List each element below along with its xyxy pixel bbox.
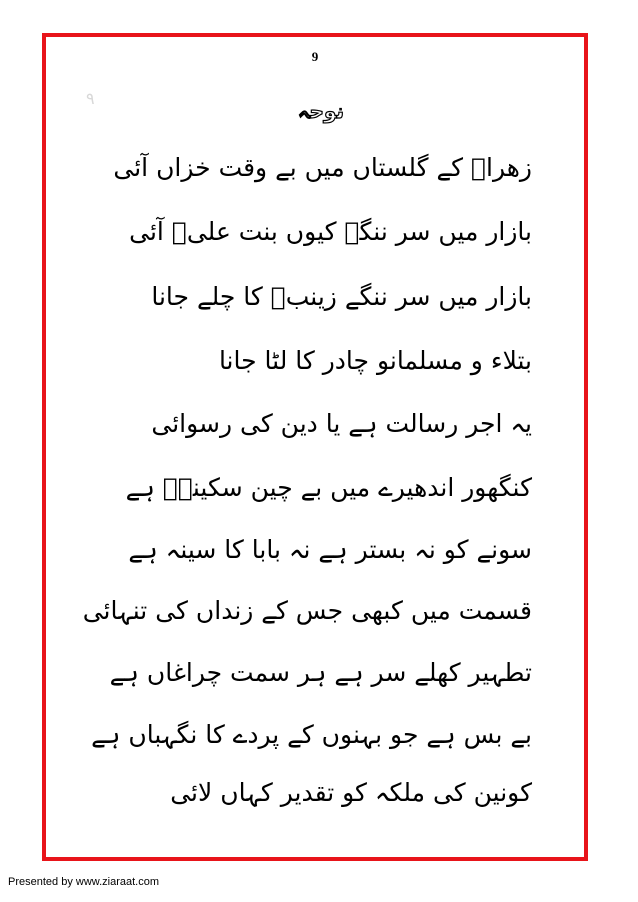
verse-line-7: سونے کو نہ بستر ہے نہ بابا کا سینہ ہے: [128, 535, 532, 564]
verse-line-5: یہ اجر رسالت ہے یا دین کی رسوائی: [151, 409, 532, 438]
page-number: 9: [311, 49, 319, 64]
footer-credit: Presented by www.ziaraat.com: [8, 876, 160, 888]
verse-line-3: بازار میں سر ننگے زینبؑ کا چلے جانا: [151, 282, 532, 311]
verse-line-4: بتلاء و مسلمانو چادر کا لٹا جانا: [218, 346, 532, 375]
verse-line-11: کونین کی ملکہ کو تقدیر کہاں لائی: [170, 778, 532, 807]
poem-title: نوحہ: [297, 99, 344, 123]
verse-line-1: زھراؑ کے گلستاں میں بے وقت خزاں آئی: [113, 153, 532, 182]
faint-corner-mark: ۹: [86, 89, 95, 108]
verse-line-2: بازار میں سر ننگے کیوں بنت علیؑ آئی: [129, 217, 532, 246]
page-border: [42, 33, 588, 861]
verse-line-9: تطہیر کھلے سر ہے ہر سمت چراغاں ہے: [109, 658, 532, 687]
verse-line-6: کنگھور اندھیرے میں بے چین سکینہؑ ہے: [125, 473, 532, 502]
verse-line-8: قسمت میں کبھی جس کے زنداں کی تنہائی: [82, 596, 532, 625]
verse-line-10: بے بس ہے جو بہنوں کے پردے کا نگہباں ہے: [91, 720, 532, 749]
